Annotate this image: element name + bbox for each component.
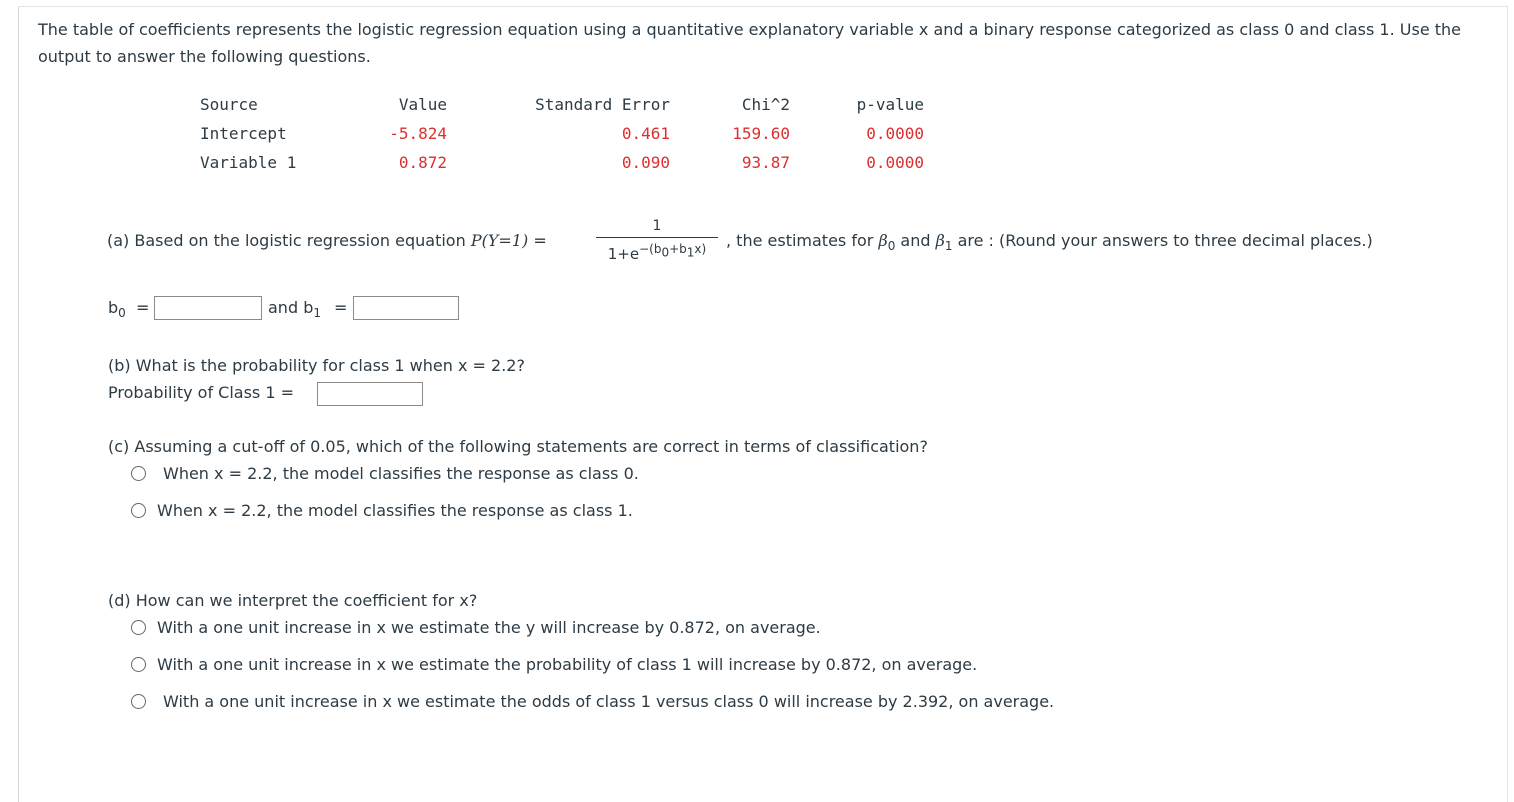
part-a-question-tail [726,231,1373,256]
probability-label: Probability of Class 1 = [108,383,295,402]
part-b-question: (b) What is the probability for class 1 when x = 2.2? [108,356,525,375]
beta-symbol: β [935,231,945,250]
row-standard-error: 0.090 [621,153,670,172]
b0-equals: = [136,298,150,317]
option-label[interactable]: With a one unit increase in x we estimate the odds of class 1 versus class 0 will increase by 2.392, on average. [163,692,1055,711]
probability-input[interactable] [317,382,423,406]
b0-input[interactable] [154,296,262,320]
fraction-denominator [596,240,718,263]
part-a-question [107,231,547,251]
exp-sub1: 1 [686,245,695,260]
exp-part: −(b [639,242,662,256]
beta0-sub: 0 [887,239,896,254]
header-standard-error: Standard Error [535,95,670,114]
header-value: Value [398,95,447,114]
b1-label [268,298,321,323]
option-label[interactable]: When x = 2.2, the model classifies the response as class 0. [163,464,639,483]
den-exponent [639,242,707,260]
b1-equals: = [334,298,348,317]
and-b1-text: and b [268,298,314,317]
exp-end: x) [694,242,707,256]
header-chi2: Chi^2 [741,95,790,114]
option-label[interactable]: When x = 2.2, the model classifies the response as class 1. [157,501,633,520]
exp-sub0: 0 [661,245,670,260]
header-source: Source [200,95,258,114]
row-p-value: 0.0000 [866,153,924,172]
fraction-numerator: 1 [652,218,662,234]
row-source: Variable 1 [200,153,297,172]
b0-letter: b [108,298,119,317]
suffix-text: are : (Round your answers to three decimal places.) [952,231,1373,250]
radio-button[interactable] [131,620,146,635]
p-of-y: P(Y=1) [470,231,529,250]
equals-sign: = [528,231,547,250]
and-text: and [895,231,936,250]
row-p-value: 0.0000 [866,124,924,143]
part-c-question: (c) Assuming a cut-off of 0.05, which of the following statements are correct in terms of classification? [108,437,928,456]
row-standard-error: 0.461 [621,124,670,143]
part-a-prefix: (a) Based on the logistic regression equation [107,231,471,250]
row-value: -5.824 [389,124,447,143]
fraction-bar [596,237,718,238]
beta1-sub: 1 [944,239,953,254]
b0-label [108,298,126,323]
after-text: , the estimates for [726,231,879,250]
b0-sub: 0 [118,306,126,321]
option-label[interactable]: With a one unit increase in x we estimate the probability of class 1 will increase by 0.872, on average. [157,655,978,674]
exp-mid: +b [669,242,687,256]
row-source: Intercept [200,124,287,143]
option-label[interactable]: With a one unit increase in x we estimate the y will increase by 0.872, on average. [157,618,821,637]
part-d-question: (d) How can we interpret the coefficient for x? [108,591,478,610]
radio-button[interactable] [131,503,146,518]
row-chi2: 93.87 [741,153,790,172]
den-base: 1+e [607,245,640,263]
row-chi2: 159.60 [732,124,790,143]
logistic-fraction [596,218,718,263]
radio-button[interactable] [131,694,146,709]
question-intro: The table of coefficients represents the logistic regression equation using a quantitative explanatory variable x and a binary response categorized as class 0 and class 1. Use the output to answer the following questions. [38,20,1461,66]
header-p-value: p-value [856,95,924,114]
b1-input[interactable] [353,296,459,320]
radio-button[interactable] [131,657,146,672]
b1-sub: 1 [313,306,321,321]
beta-symbol: β [878,231,888,250]
radio-button[interactable] [131,466,146,481]
row-value: 0.872 [398,153,447,172]
